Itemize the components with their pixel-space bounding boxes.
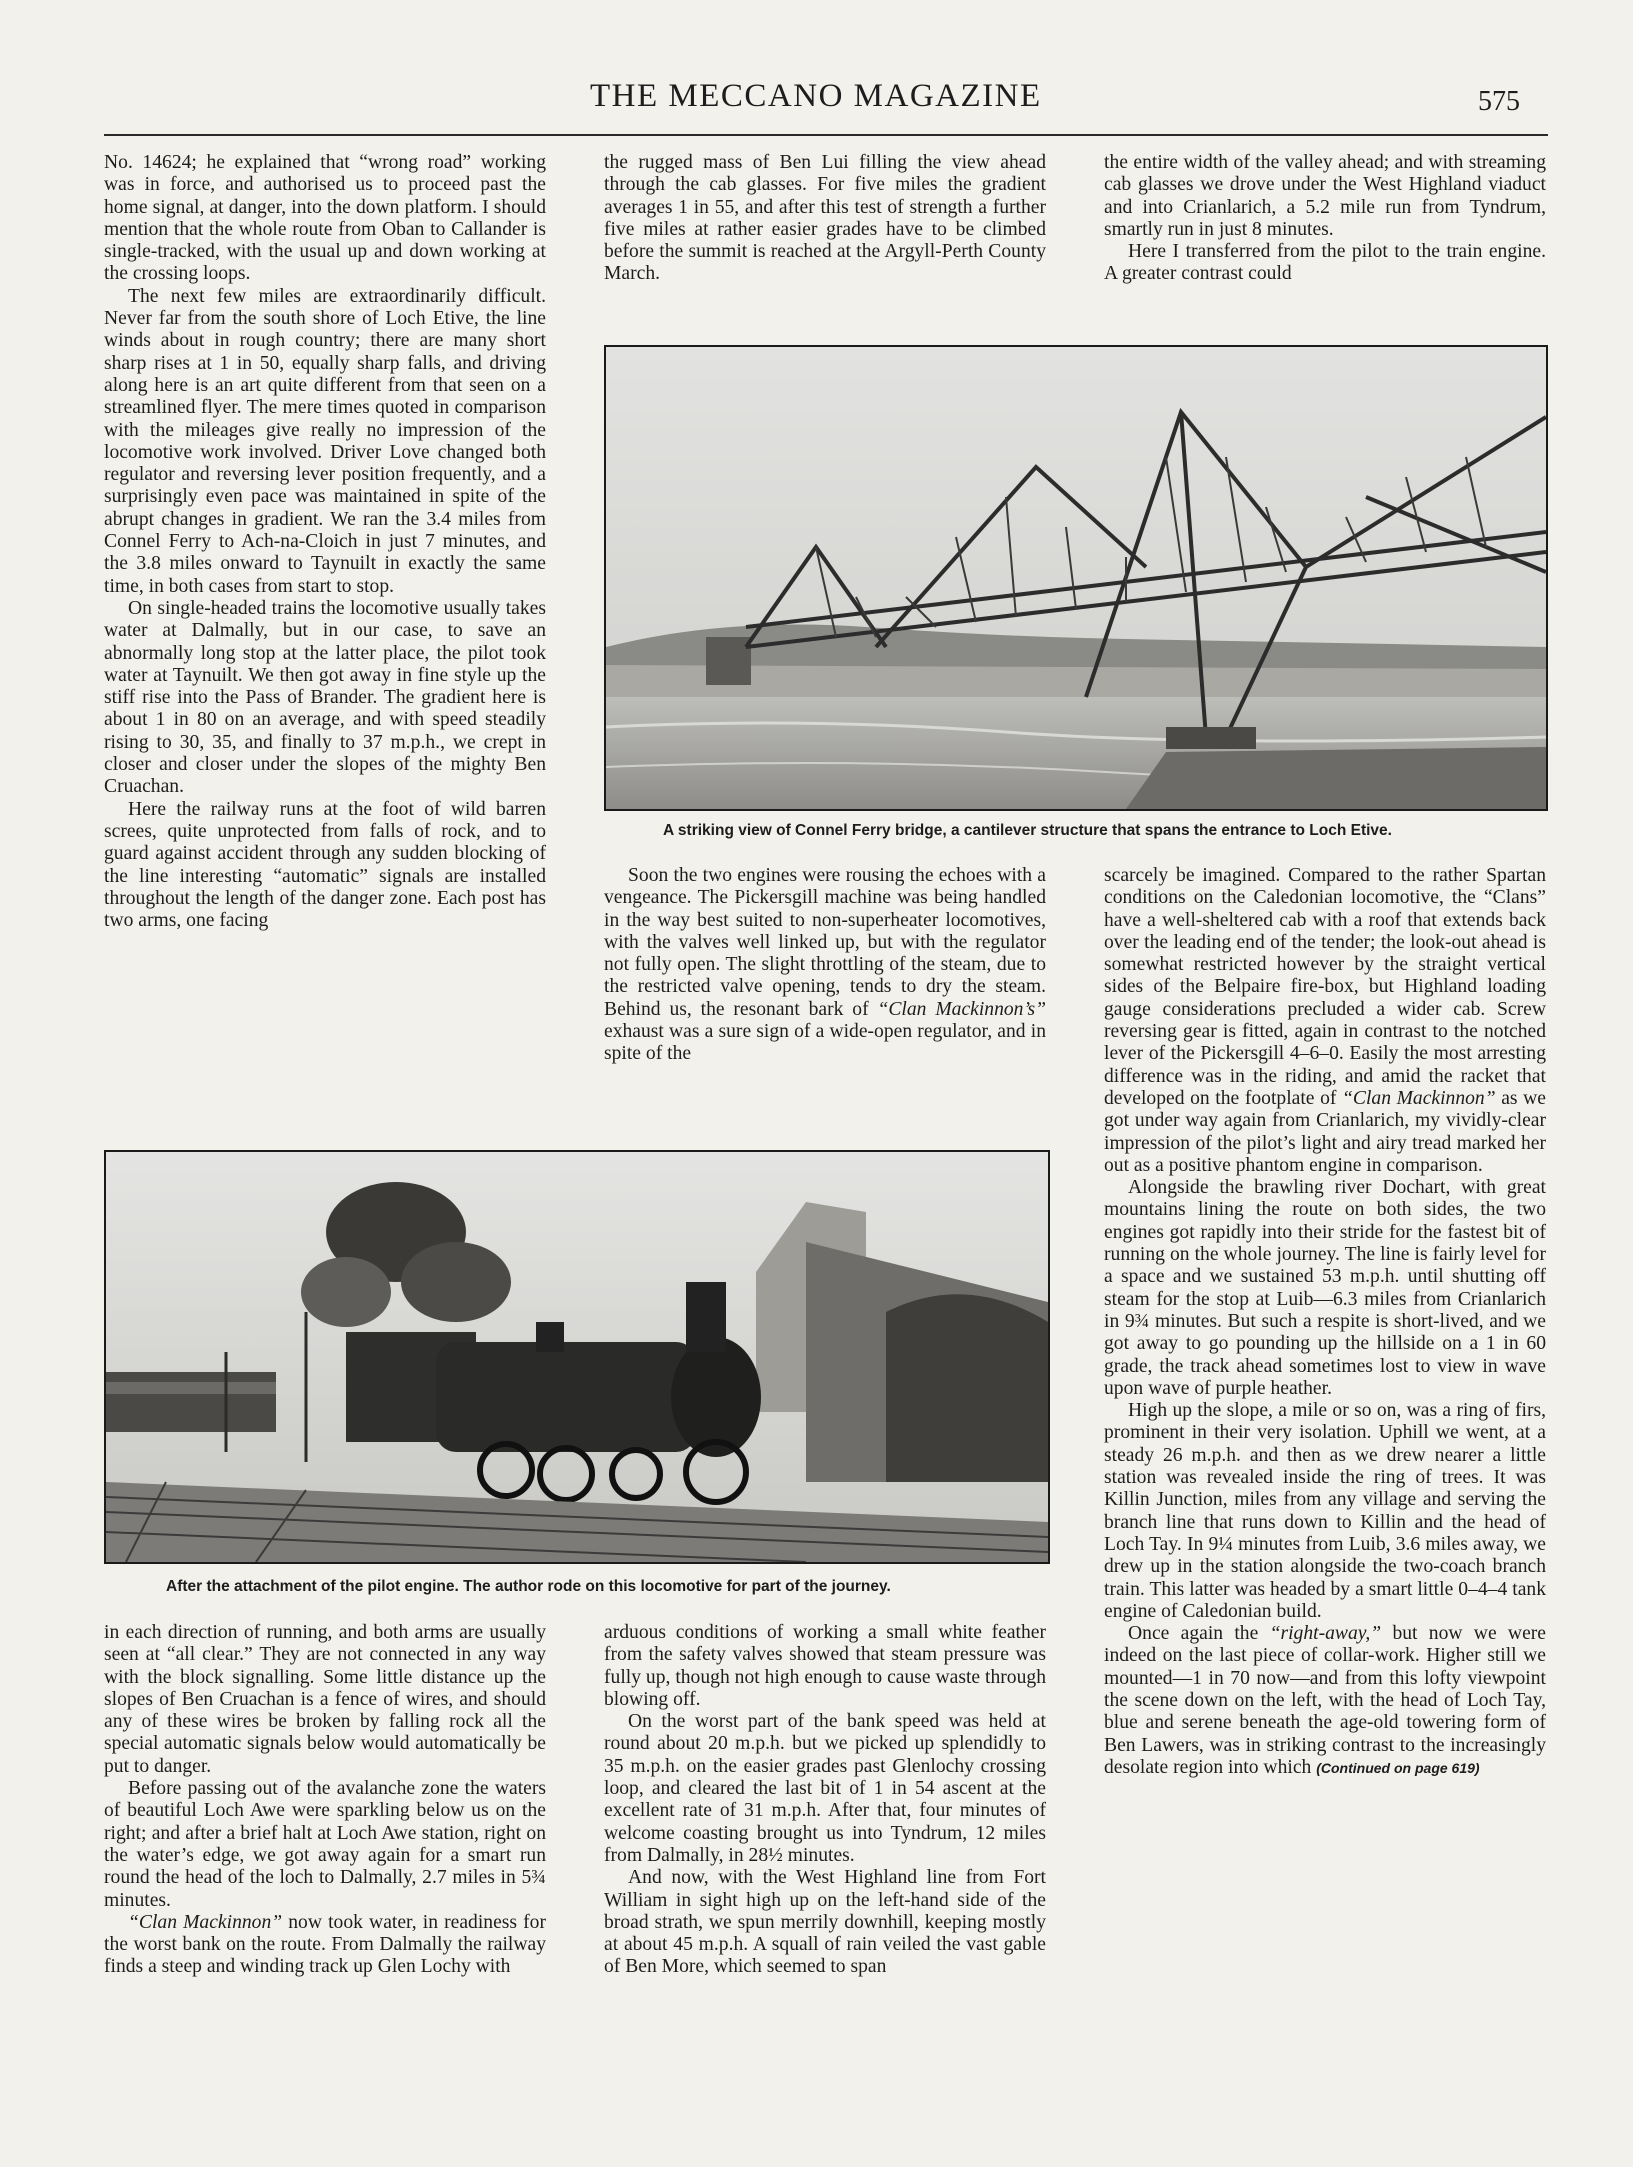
italic-run: “Clan Mackinnon” [128,1911,283,1933]
paragraph [1104,865,1546,1177]
paragraph [104,1912,546,1979]
bridge-illustration [606,347,1546,809]
paragraph [1104,1623,1546,1779]
text-run: as we got under way again from Crianlarich, my vividly-clear impression of the pilot’s light and airy tread marked her out as a positive phantom engine in comparison. [1104,1087,1546,1176]
paragraph: The next few miles are extraordinarily difficult. Never far from the south shore of Loch Etive, the line winds about in rough country; there are many short sharp rises at 1 in 50, equally sharp falls, and driving along here is an art quite different from that seen on a streamlined flyer. The mere times quoted in comparison with the mileages give really no impression of the locomotive work involved. Driver Love changed both regulator and reversing lever position frequently, and a surprisingly even pace was maintained in spite of the abrupt changes in gradient. We ran the 3.4 miles from Connel Ferry to Ach-na-Cloich in just 7 minutes, and the 3.8 miles onward to Taynuilt in exactly the same time, in both cases from start to stop. [104,285,546,597]
italic-run: “Clan Mackinnon” [1341,1087,1496,1109]
text-run: but now we were indeed on the last piece of collar-work. Higher still we mounted—1 in 70 now—and from this lofty viewpoint the scene down on the left, with the head of Loch Tay, blue and serene beneath the age-old towering form of Ben Lawers, was in striking contrast to the increasingly desolate region into which [1104,1623,1546,1778]
paragraph: Here the railway runs at the foot of wild barren screes, quite unprotected from falls of rock, and to guard against accident through any sudden blocking of the line interesting “automatic” signals are installed throughout the length of the danger zone. Each post has two arms, one facing [104,798,546,932]
text-run: now took water, in readiness for the worst bank on the route. From Dalmally the railway finds a steep and winding track up Glen Lochy with [104,1911,546,1978]
column-3-top [1104,152,1546,286]
magazine-title: THE MECCANO MAGAZINE [590,78,1042,114]
page-number: 575 [1478,86,1520,117]
column-3-mid [1104,865,1546,1779]
bridge-caption: A striking view of Connel Ferry bridge, a cantilever structure that spans the entrance to Loch Etive. [663,822,1392,839]
column-1-top [104,152,546,932]
connel-ferry-bridge-photo [604,345,1548,811]
column-2-mid [604,865,1046,1066]
locomotive-photo [104,1150,1050,1564]
paragraph: Before passing out of the avalanche zone the waters of beautiful Loch Awe were sparkling below us on the right; and after a brief halt at Loch Awe station, right on the water’s edge, we got away again for a smart run round the head of the loch to Dalmally, 2.7 miles in 5¾ minutes. [104,1778,546,1911]
column-1-bottom [104,1622,546,1979]
text-run: scarcely be imagined. Compared to the rather Spartan conditions on the Caledonian locomotive, the “Clans” have a well-sheltered cab with a roof that extends back over the leading end of the tender; the look-out ahead is somewhat restricted however by the straight vertical sides of the Belpaire fire-box, but Highland loading gauge considerations precluded a wider cab. Screw reversing gear is fitted, again in contrast to the notched lever of the Pickersgill 4–6–0. Easily the most arresting difference was in the riding, and amid the racket that developed on the footplate of [1104,865,1546,1109]
italic-run: “Clan Mackinnon’s” [877,998,1046,1020]
locomotive-illustration [106,1152,1048,1562]
paragraph: arduous conditions of working a small white feather from the safety valves showed that steam pressure was fully up, though not high enough to cause waste through blowing off. [604,1622,1046,1710]
paragraph: in each direction of running, and both arms are usually seen at “all clear.” They are not connected in any way with the block signalling. Some little distance up the slopes of Ben Cruachan is a fence of wires, and should any of these wires be broken by falling rock all the special automatic signals below would automatically be put to danger. [104,1622,546,1777]
paragraph: the rugged mass of Ben Lui filling the view ahead through the cab glasses. For five miles the gradient averages 1 in 55, and after this test of strength a further five miles at rather easier grades have to be climbed before the summit is reached at the Argyll-Perth County March. [604,152,1046,285]
paragraph [604,865,1046,1066]
locomotive-caption: After the attachment of the pilot engine. The author rode on this locomotive for part of the journey. [166,1578,891,1595]
text-run: Once again the [1128,1623,1270,1645]
paragraph: the entire width of the valley ahead; and with streaming cab glasses we drove under the West Highland viaduct and into Crianlarich, a 5.2 mile run from Tyndrum, smartly run in just 8 minutes. [1104,152,1546,240]
text-run: Soon the two engines were rousing the echoes with a vengeance. The Pickersgill machine was being handled in the way best suited to non-superheater locomotives, with the valves well linked up, but with the regulator not fully open. The slight throttling of the steam, due to the restricted valve opening, tends to dry the steam. Behind us, the resonant bark of [604,865,1046,1020]
paragraph: Here I transferred from the pilot to the train engine. A greater contrast could [1104,241,1546,285]
column-2-bottom [604,1622,1046,1979]
paragraph: On single-headed trains the locomotive usually takes water at Dalmally, but in our case, to save an abnormally long stop at the latter place, the pilot took water at Taynuilt. We then got away in fine style up the stiff rise into the Pass of Brander. The gradient here is about 1 in 80 on an average, and with speed steadily rising to 30, 35, and finally to 37 m.p.h., we crept in closer and closer under the slopes of the mighty Ben Cruachan. [104,597,546,798]
text-run: exhaust was a sure sign of a wide-open regulator, and in spite of the [604,1021,1046,1065]
paragraph: No. 14624; he explained that “wrong road” working was in force, and authorised us to proceed past the home signal, at danger, into the down platform. I should mention that the whole route from Oban to Callander is single-tracked, with the usual up and down working at the crossing loops. [104,152,546,285]
paragraph: Alongside the brawling river Dochart, with great mountains lining the route on both sides, the two engines got rapidly into their stride for the fastest bit of running on the whole journey. The line is fairly level for a space and we sustained 53 m.p.h. until shutting off steam for the stop at Luib—6.3 miles from Crianlarich in 9¾ minutes. But such a respite is short-lived, and we got away to go pounding up the hillside on a 1 in 60 grade, the track ahead sometimes lost to view in wave upon wave of purple heather. [1104,1177,1546,1399]
column-2-top [604,152,1046,286]
italic-run: “right-away,” [1269,1623,1382,1645]
paragraph: And now, with the West Highland line from Fort William in sight high up on the left-hand side of the broad strath, we spun merrily downhill, keeping mostly at about 45 m.p.h. A squall of rain veiled the vast gable of Ben More, which seemed to span [604,1867,1046,1978]
paragraph: On the worst part of the bank speed was held at round about 20 m.p.h. but we picked up splendidly to 35 m.p.h. on the easier grades past Glenlochy crossing loop, and cleared the last bit of 1 in 54 ascent at the excellent rate of 31 m.p.h. After that, four minutes of welcome coasting brought us into Tyndrum, 12 miles from Dalmally, in 28½ minutes. [604,1711,1046,1866]
paragraph: High up the slope, a mile or so on, was a ring of firs, prominent in their very isolation. Uphill we went, at a steady 26 m.p.h. and then as we drew nearer a little station was revealed inside the ring of trees. It was Killin Junction, miles from any village and serving the branch line that runs down to Killin and the head of Loch Tay. In 9¼ minutes from Luib, 3.6 miles away, we drew up in the station alongside the two-coach branch train. This latter was headed by a smart little 0–4–4 tank engine of Caledonian build. [1104,1400,1546,1622]
continued-notice: (Continued on page 619) [1316,1759,1480,1776]
header-rule [104,134,1548,136]
